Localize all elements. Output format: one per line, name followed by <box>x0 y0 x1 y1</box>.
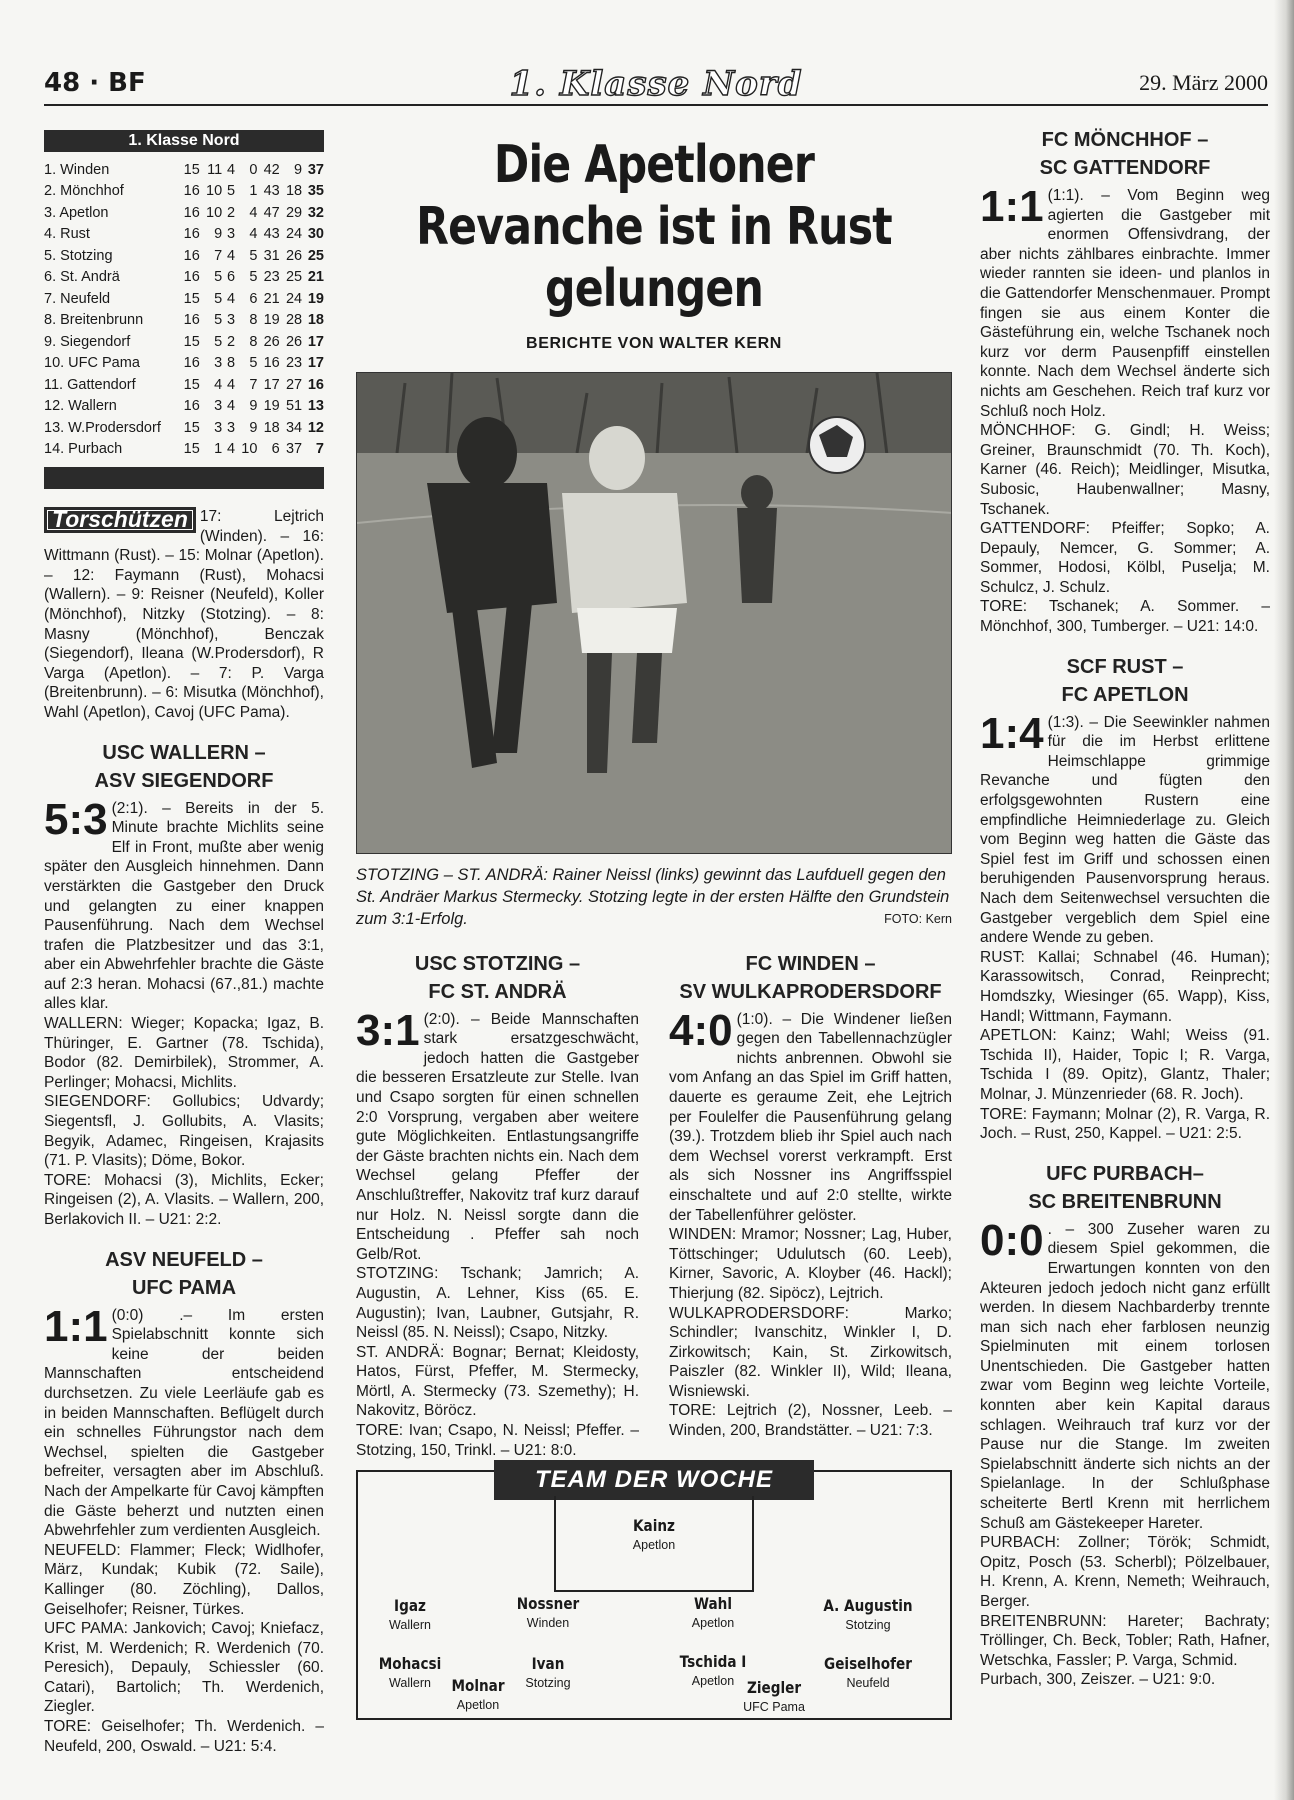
stat-value: 16 <box>183 312 200 329</box>
team-name: 8. Breitenbrunn <box>44 312 144 329</box>
standings-row <box>44 182 324 204</box>
report-text: (2:1). – Bereits in der 5. Minute brachte Michlits seine Elf in Front, mußte aber wenig später den Ausgleich hinnehmen. Dann verstärkten die Gastgeber den Druck und gelangten zu einer knappen Pausenführung. Nach dem Wechsel trafen die Platzbesitzer und das 3:1, aber ein Abwehrfehler brachte die Gäste auf 2:3 heran. Mohacsi (67.,81.) machte alles klar. <box>44 799 324 1013</box>
standings-row <box>44 311 324 333</box>
stat-value: 4 <box>226 161 236 178</box>
stat-value: 4 <box>226 290 236 307</box>
match-title-away: SC GATTENDORF <box>1039 157 1211 179</box>
points: 13 <box>307 398 324 415</box>
player-club: Apetlon <box>691 1674 735 1688</box>
match-title-away: SV WULKAPRODERSDORF <box>679 980 942 1003</box>
stat-value: 9 <box>249 419 258 436</box>
stat-value: 28 <box>285 312 303 329</box>
match-heading-rust <box>980 653 1270 709</box>
stat-value: 47 <box>263 204 280 221</box>
team-name: 10. UFC Pama <box>44 355 140 372</box>
lineup-home: MÖNCHHOF: G. Gindl; H. Weiss; Greiner, Braunschmidt (70. Th. Koch), Karner (46. Reich); Meidlinger, Misutka, Subosic, Haubenwallner; Masny, Tschanek. <box>980 422 1270 518</box>
stat-value: 4 <box>226 441 236 458</box>
stat-value: 5 <box>226 183 236 200</box>
stat-value: 7 <box>249 376 258 393</box>
stat-value: 15 <box>183 333 200 350</box>
scorers-block <box>44 507 324 723</box>
stat-value: 26 <box>285 247 303 264</box>
points: 19 <box>307 290 324 307</box>
team-name: 11. Gattendorf <box>44 376 136 393</box>
stat-value: 5 <box>214 333 223 350</box>
standings-divider <box>44 467 324 489</box>
stat-value: 25 <box>285 269 303 286</box>
byline: BERICHTE VON WALTER KERN <box>526 335 782 352</box>
stat-value: 3 <box>226 419 236 436</box>
lineup-away: UFC PAMA: Jankovich; Cavoj; Kniefacz, Krist, M. Werdenich; R. Werdenich (70. Peresich), Depauly, Schiessler (60. Catari), Bartolich; Th. Werdenich, Ziegler. <box>44 1620 324 1716</box>
player-club: Apetlon <box>456 1698 500 1712</box>
stat-value: 3 <box>226 226 236 243</box>
team-name: 5. Stotzing <box>44 247 113 264</box>
center-column <box>356 130 952 1534</box>
stat-value: 4 <box>226 247 236 264</box>
match-score: 4:0 <box>669 1005 733 1055</box>
match-score: 3:1 <box>356 1005 420 1055</box>
stat-value: 5 <box>214 269 223 286</box>
lineup-away: SIEGENDORF: Gollubics; Udvardy; Siegentsfl, J. Gollubits, A. Vlasits; Begyik, Adamec, Ringeisen, Krajasits (71. P. Vlasits); Döme, Bokor. <box>44 1093 324 1170</box>
match-score: 5:3 <box>44 794 108 844</box>
stat-value: 27 <box>285 376 303 393</box>
page-number: 48 · BF <box>44 68 146 98</box>
player-card <box>584 1516 724 1552</box>
player-club: Neufeld <box>846 1676 890 1690</box>
right-column <box>980 126 1270 1690</box>
goals-line: TORE: Tschanek; A. Sommer. – Mönchhof, 300, Tumberger. – U21: 14:0. <box>980 598 1270 636</box>
standings-row <box>44 203 324 225</box>
lineup-away: BREITENBRUNN: Hareter; Bachraty; Tröllinger, Ch. Beck, Tobler; Rath, Hafner, Wetschka, Fassler; P. Varga, Schmid. <box>980 1612 1270 1669</box>
team-name: 9. Siegendorf <box>44 333 131 350</box>
match-score: 0:0 <box>980 1215 1044 1265</box>
stat-value: 21 <box>263 290 280 307</box>
match-heading-neufeld <box>44 1246 324 1302</box>
player-club: Apetlon <box>632 1538 676 1552</box>
lineup-home: STOTZING: Tschank; Jamrich; A. Augustin, A. Lehner, Kiss (65. E. Augustin); Ivan, Laubner, Gutsjahr, R. Neissl (85. N. Neissl); Csapo, Nitzky. <box>356 1265 639 1342</box>
stat-value: 26 <box>263 333 280 350</box>
goals-line: TORE: Lejtrich (2), Nossner, Leeb. – Winden, 200, Brandstätter. – U21: 7:3. <box>669 1402 952 1440</box>
issue-date: 29. März 2000 <box>1139 70 1268 95</box>
player-name: Molnar <box>451 1676 505 1695</box>
match-report-wallern <box>44 794 324 1015</box>
report-text: (1:1). – Vom Beginn weg agierten die Gastgeber mit enormen Offensivdrang, der aber nichts zählbares einbrachte. Immer wieder rannten sie ideen- und planlos in die Gattendorfer Menschenmauer. Prompt fingen sie aus einem Konter die Gästeführung ein, welche Tschanek noch kurz vor derm Pausenpfiff einstellen konnte. Nach dem Wechsel änderte sich nichts am Geschehen. Reich traf kurz vor Schluß noch Holz. <box>980 187 1270 420</box>
left-column <box>44 130 324 1756</box>
stat-value: 16 <box>183 204 200 221</box>
lineup-home: NEUFELD: Flammer; Fleck; Widlhofer, März, Kundak; Kubik (72. Saile), Kallinger (80. Zöchling), Dallos, Geiselhofer; Reisner, Türkes. <box>44 1541 324 1618</box>
points: 17 <box>307 333 324 350</box>
player-name: Kainz <box>633 1516 675 1535</box>
points: 37 <box>307 161 324 178</box>
lineup-away: WULKAPRODERSDORF: Marko; Schindler; Ivanschitz, Winkler I, D. Zirkowitsch; Kain, St. Zirkowitsch, Paiszler (82. Winkler II), Wild; Ileana, Wisniewski. <box>669 1304 952 1400</box>
player-name: Geiselhofer <box>824 1654 912 1673</box>
player-name: Igaz <box>394 1596 426 1615</box>
standings-row <box>44 246 324 268</box>
stat-value: 16 <box>183 226 200 243</box>
match-score: 1:4 <box>980 708 1044 758</box>
stat-value: 4 <box>249 226 258 243</box>
match-title-home: FC MÖNCHHOF – <box>1041 129 1209 151</box>
stat-value: 15 <box>183 419 200 436</box>
stat-value: 24 <box>285 290 303 307</box>
stat-value: 23 <box>285 355 303 372</box>
stat-value: 1 <box>214 441 223 458</box>
points: 17 <box>307 355 324 372</box>
stat-value: 17 <box>263 376 280 393</box>
match-report-winden <box>669 1005 952 1226</box>
match-report-purbach <box>980 1215 1270 1534</box>
goals-line: TORE: Ivan; Csapo, N. Neissl; Pfeffer. – Stotzing, 150, Trinkl. – U21: 8:0. <box>356 1422 639 1459</box>
player-card <box>340 1596 480 1632</box>
standings-row <box>44 440 324 462</box>
stat-value: 51 <box>285 398 303 415</box>
player-club: UFC Pama <box>743 1700 805 1714</box>
player-name: A. Augustin <box>823 1596 913 1615</box>
stat-value: 5 <box>214 290 223 307</box>
match-title-home: UFC PURBACH– <box>1046 1162 1204 1185</box>
points: 30 <box>307 226 324 243</box>
stat-value: 5 <box>249 247 258 264</box>
stat-value: 10 <box>206 204 223 221</box>
player-name: Mohacsi <box>378 1654 442 1673</box>
match-title-away: UFC PAMA <box>131 1276 237 1299</box>
stat-value: 42 <box>263 161 280 178</box>
stat-value: 6 <box>271 441 280 458</box>
stat-value: 34 <box>285 419 303 436</box>
points: 32 <box>307 204 324 221</box>
stat-value: 31 <box>263 247 280 264</box>
stat-value: 10 <box>241 441 258 458</box>
stat-value: 6 <box>249 290 258 307</box>
stat-value: 8 <box>249 312 258 329</box>
stotzing-article <box>356 934 639 1461</box>
match-heading-wallern <box>44 739 324 795</box>
match-title-home: FC WINDEN – <box>745 952 876 975</box>
stat-value: 16 <box>183 183 200 200</box>
main-headline: Die Apetloner Revanche ist in Rust gelungen <box>416 135 892 319</box>
stat-value: 18 <box>263 419 280 436</box>
match-title-away: SC BREITENBRUNN <box>1028 1190 1222 1213</box>
caption-text: STOTZING – ST. ANDRÄ: Rainer Neissl (links) gewinnt das Laufduell gegen den St. Andräer Markus Stermecky. Stotzing legte in der ersten Hälfte den Grundstein zum 3:1-Erfolg. <box>356 865 950 928</box>
team-name: 14. Purbach <box>44 441 123 458</box>
player-name: Ivan <box>531 1654 565 1673</box>
standings-row <box>44 418 324 440</box>
stat-value: 19 <box>263 312 280 329</box>
stat-value: 16 <box>263 355 280 372</box>
stat-value: 3 <box>214 398 223 415</box>
stat-value: 4 <box>226 398 236 415</box>
section-title: 1. Klasse Nord <box>509 64 803 104</box>
stat-value: 2 <box>226 333 236 350</box>
stat-value: 4 <box>249 204 258 221</box>
standings-title: 1. Klasse Nord <box>44 130 324 152</box>
match-heading-winden <box>669 950 952 1006</box>
match-title-home: ASV NEUFELD – <box>105 1248 263 1271</box>
team-name: 1. Winden <box>44 161 110 178</box>
standings-row <box>44 397 324 419</box>
stat-value: 5 <box>249 269 258 286</box>
stat-value: 16 <box>183 398 200 415</box>
match-score: 1:1 <box>44 1301 108 1351</box>
report-text: (0:0) .– Im ersten Spielabschnitt konnte sich keine der beiden Mannschaften entscheidend durchsetzen. Zu viele Leerläufe gab es in beiden Mannschaften. Beflügelt durch ein schnelles Führungstor nach dem Wechsel, spielten die Gastgeber befreiter, versagten aber im Abschluß. Nach der Ampelkarte für Cavoj kämpften die Gäste beherzt und nutzten einen Abwehrfehler zum verdienten Ausgleich. <box>44 1306 324 1540</box>
goals-line: Purbach, 300, Zeiszer. – U21: 9:0. <box>980 1671 1216 1689</box>
stat-value: 1 <box>249 183 258 200</box>
stat-value: 5 <box>214 312 223 329</box>
stat-value: 19 <box>263 398 280 415</box>
points: 7 <box>315 441 324 458</box>
stat-value: 26 <box>285 333 303 350</box>
stat-value: 16 <box>183 247 200 264</box>
standings-row <box>44 354 324 376</box>
match-title-away: FC APETLON <box>1061 683 1189 706</box>
player-name: Nossner <box>516 1594 580 1613</box>
match-heading-moenchhof <box>980 126 1270 182</box>
goals-line: TORE: Geiselhofer; Th. Werdenich. – Neufeld, 200, Oswald. – U21: 5:4. <box>44 1718 324 1755</box>
football-players-image <box>357 373 952 854</box>
match-heading-purbach <box>980 1160 1270 1216</box>
match-title-home: SCF RUST – <box>1066 655 1184 678</box>
player-club: Wallern <box>389 1676 431 1690</box>
match-score: 1:1 <box>980 182 1044 231</box>
stat-value: 8 <box>249 333 258 350</box>
points: 12 <box>307 419 324 436</box>
team-name: 6. St. Andrä <box>44 269 120 286</box>
player-club: Winden <box>526 1616 570 1630</box>
stat-value: 3 <box>214 355 223 372</box>
match-report-neufeld <box>44 1301 324 1541</box>
stat-value: 43 <box>263 183 280 200</box>
points: 16 <box>307 376 324 393</box>
standings-row <box>44 289 324 311</box>
points: 35 <box>307 183 324 200</box>
team-name: 7. Neufeld <box>44 290 111 307</box>
player-card <box>643 1594 783 1630</box>
lineup-away: GATTENDORF: Pfeiffer; Sopko; A. Depauly, Nemcer, G. Sommer; A. Sommer, Hodosi, Kölbl, Puselja; M. Schulcz, J. Schulz. <box>980 520 1270 596</box>
match-title-home: USC STOTZING – <box>414 952 581 975</box>
match-report-rust <box>980 708 1270 948</box>
standings-row <box>44 268 324 290</box>
match-title-away: ASV SIEGENDORF <box>94 769 274 792</box>
stat-value: 9 <box>214 226 223 243</box>
player-name: Ziegler <box>746 1678 802 1697</box>
player-card <box>478 1594 618 1630</box>
scorers-label: Torschützen <box>44 507 196 533</box>
standings-row <box>44 332 324 354</box>
report-text: (1:0). – Die Windener ließen gegen den Tabellennachzügler nichts anbrennen. Obwohl sie vom Anfang an das Spiel im Griff hatten, dauerte es geraume Zeit, ehe Lejtrich per Foulelfer die Pausenführung gelang (39.). Trotzdem blieb ihr Spiel auch nach dem Wechsel vorerst verkrampft. Erst als sich Nossner ins Angriffsspiel einschaltete und auf 2:0 stellte, wirkte der Tabellenführer gelöster. <box>669 1010 952 1224</box>
stat-value: 5 <box>249 355 258 372</box>
stat-value: 4 <box>214 376 223 393</box>
team-of-the-week <box>356 1466 952 1720</box>
report-text: (2:0). – Beide Mannschaften stark ersatzgeschwächt, jedoch hatten die Gastgeber die besseren Ersatzleute zur Stelle. Ivan und Csapo sorgten für einen schnellen 2:0 Vorsprung, vergaben aber weitere gute Möglichkeiten. Entlastungsangriffe der Gäste brachten nichts ein. Nach dem Wechsel gelang Pfeffer der Anschlußtreffer, Nakovitz traf kurz darauf nur Holz. N. Neissl sorgte dann die Entscheidung . Pfeffer sah noch Gelb/Rot. <box>356 1010 639 1263</box>
player-card <box>704 1678 844 1714</box>
report-text: (1:3). – Die Seewinkler nahmen für die im Herbst erlittene Heimschlappe grimmige Revanche und fügten den erfolgsgewohnten Rustern eine empfindliche Heimniederlage zu. Gleich vom Beginn weg hatten die Gäste das Spiel fest im Griff und schossen einen beruhigenden Pausenvorsprung heraus. Nach dem Seitenwechsel versuchten die Gastgeber vergeblich dem Spiel eine andere Wende zu geben. <box>980 713 1270 947</box>
team-name: 3. Apetlon <box>44 204 109 221</box>
match-report-moenchhof <box>980 182 1270 421</box>
stat-value: 15 <box>183 290 200 307</box>
match-report-stotzing <box>356 1005 639 1265</box>
match-photo <box>356 372 952 854</box>
standings-row <box>44 160 324 182</box>
stat-value: 16 <box>183 269 200 286</box>
team-title: TEAM DER WOCHE <box>494 1460 814 1500</box>
lineup-home: WINDEN: Mramor; Nossner; Lag, Huber, Töttschinger; Udulutsch (60. Leeb), Kirner, Savoric, A. Kloyber (46. Hackl); Thierjung (82. Sipöcz), Lejtrich. <box>669 1226 952 1302</box>
team-name: 12. Wallern <box>44 398 117 415</box>
page-header <box>44 62 1268 106</box>
stat-value: 29 <box>285 204 303 221</box>
lineup-home: WALLERN: Wieger; Kopacka; Igaz, B. Thüringer, E. Gartner (78. Tschida), Bodor (82. Demirbilek), Strommer, A. Perlinger; Mohacsi, Michlits. <box>44 1015 324 1091</box>
standings-table <box>44 160 324 461</box>
stat-value: 15 <box>183 161 200 178</box>
points: 18 <box>307 312 324 329</box>
player-name: Tschida I <box>679 1652 747 1671</box>
stat-value: 9 <box>249 398 258 415</box>
sub-columns <box>356 934 952 1534</box>
stat-value: 15 <box>183 376 200 393</box>
stat-value: 16 <box>183 355 200 372</box>
match-title-away: FC ST. ANDRÄ <box>428 980 567 1003</box>
player-name: Wahl <box>693 1594 733 1613</box>
stat-value: 6 <box>226 269 236 286</box>
stat-value: 24 <box>285 226 303 243</box>
match-heading-stotzing <box>356 950 639 1006</box>
stat-value: 43 <box>263 226 280 243</box>
player-card <box>798 1596 938 1632</box>
points: 21 <box>307 269 324 286</box>
photo-caption <box>356 864 952 930</box>
standings-row <box>44 225 324 247</box>
stat-value: 4 <box>226 376 236 393</box>
goals-line: TORE: Mohacsi (3), Michlits, Ecker; Ringeisen (2), A. Vlasits. – Wallern, 200, Berlakovich II. – U21: 2:2. <box>44 1171 324 1228</box>
player-club: Stotzing <box>845 1618 891 1632</box>
stat-value: 3 <box>226 312 236 329</box>
stat-value: 37 <box>285 441 303 458</box>
stat-value: 2 <box>226 204 236 221</box>
player-club: Stotzing <box>525 1676 571 1690</box>
page-edge-shadow <box>1274 0 1294 1800</box>
standings-row <box>44 375 324 397</box>
lineup-away: ST. ANDRÄ: Bognar; Bernat; Kleidosty, Hatos, Fürst, Pfeffer, M. Stermecky, Mörtl, A. Stermecky (73. Szemethy); H. Nakovitz, Böröcz. <box>356 1343 639 1420</box>
stat-value: 18 <box>285 183 303 200</box>
points: 25 <box>307 247 324 264</box>
lineup-home: RUST: Kallai; Schnabel (46. Human); Karassowitsch, Conrad, Reinprecht; Homdszky, Wiesinger (65. Wapp), Kiss, Handl; Wittmann, Faymann. <box>980 948 1270 1025</box>
report-text: . – 300 Zuseher waren zu diesem Spiel gekommen, die Erwartungen konnten von den Akteuren jedoch jedoch nicht ganz erfüllt werden. In diesem Nachbarderby trennte man sich nach eher farblosen neunzig Spielminuten mit einem torlosen Unentschieden. Die Gastgeber hatten zwar vom Beginn weg leichte Vorteile, konnten aber kein Kapital daraus schlagen. Weihrauch traf kurz vor der Pause nur die Stange. Im zweiten Spielabschnitt änderte sich nichts an der Spielanlage. In der Schlußphase scheiterte Bertl Krenn mit herrlichem Schuß am Gästekeeper Hareter. <box>980 1220 1270 1532</box>
match-title-home: USC WALLERN – <box>102 741 266 764</box>
team-name: 13. W.Prodersdorf <box>44 419 161 436</box>
stat-value: 11 <box>207 161 223 178</box>
player-card <box>408 1676 548 1712</box>
player-club: Wallern <box>389 1618 431 1632</box>
lineup-away: APETLON: Kainz; Wahl; Weiss (91. Tschida II), Haider, Topic I; R. Varga, Tschida I (89. Opitz), Glantz, Thaler; Molnar, J. Münzenrieder (68. R. Joch). <box>980 1027 1270 1103</box>
scorers-text: 17: Lejtrich (Winden). – 16: Wittmann (Rust). – 15: Molnar (Apetlon). – 12: Faymann (Rust), Mohacsi (Wallern). – 9: Reisner (Neufeld), Koller (Mönchhof), Nitzky (Stotzing). – 8: Masny (Mönchhof), Benczak (Siegendorf), Ileana (W.Prodersdorf), R Varga (Apetlon). – 7: P. Varga (Breitenbrunn). – 6: Misutka (Mönchhof), Wahl (Apetlon), Cavoj (UFC Pama). <box>44 508 324 721</box>
team-name: 2. Mönchhof <box>44 183 124 200</box>
lineup-home: PURBACH: Zollner; Török; Schmidt, Opitz, Posch (53. Scherbl); Pölzelbauer, H. Krenn, A. Krenn, Nemeth; Weihrauch, Berger. <box>980 1534 1270 1610</box>
stat-value: 0 <box>249 161 258 178</box>
winden-article <box>669 934 952 1441</box>
stat-value: 8 <box>226 355 236 372</box>
team-name: 4. Rust <box>44 226 90 243</box>
stat-value: 10 <box>206 183 223 200</box>
photo-credit: FOTO: Kern <box>884 911 952 926</box>
stat-value: 7 <box>214 247 223 264</box>
stat-value: 15 <box>183 441 200 458</box>
player-club: Apetlon <box>691 1616 735 1630</box>
stat-value: 23 <box>263 269 280 286</box>
stat-value: 9 <box>294 161 303 178</box>
goals-line: TORE: Faymann; Molnar (2), R. Varga, R. Joch. – Rust, 250, Kappel. – U21: 2:5. <box>980 1105 1270 1143</box>
stat-value: 3 <box>214 419 223 436</box>
